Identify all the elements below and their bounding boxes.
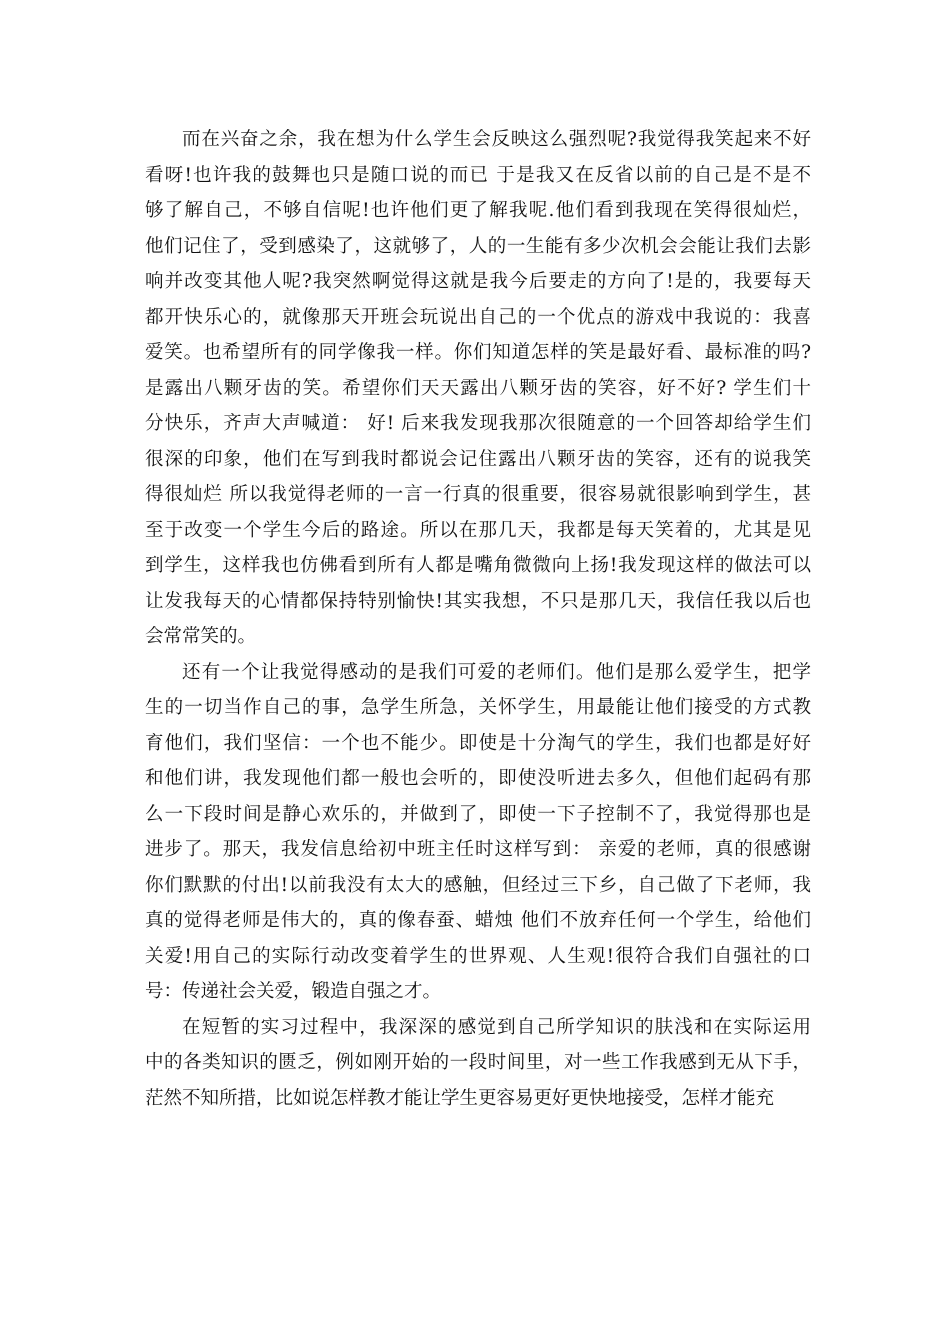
text-line: 真的觉得老师是伟大的，真的像春蚕、蜡烛 他们不放弃任何一个学生，给他们 <box>145 910 811 931</box>
text-line: 他们记住了，受到感染了，这就够了，人的一生能有多少次机会会能让我们去影 <box>145 235 811 257</box>
text-line: 么一下段时间是静心欢乐的，并做到了，即使一下子控制不了，我觉得那也是 <box>145 803 811 825</box>
text-line: 是露出八颗牙齿的笑。希望你们天天露出八颗牙齿的笑容，好不好? 学生们十 <box>145 377 811 399</box>
text-line: 在短暂的实习过程中，我深深的感觉到自己所学知识的肤浅和在实际运用 <box>182 1016 811 1038</box>
text-line: 至于改变一个学生今后的路途。所以在那几天，我都是每天笑着的，尤其是见 <box>145 519 811 541</box>
text-line: 分快乐，齐声大声喊道： 好! 后来我发现我那次很随意的一个回答却给学生们 <box>145 413 811 434</box>
text-line: 爱笑。也希望所有的同学像我一样。你们知道怎样的笑是最好看、最标准的吗? <box>145 342 811 363</box>
text-line: 进步了。那天，我发信息给初中班主任时这样写到： 亲爱的老师，真的很感谢 <box>145 839 811 860</box>
text-line: 得很灿烂 所以我觉得老师的一言一行真的很重要，很容易就很影响到学生，甚 <box>145 484 811 505</box>
text-line: 生的一切当作自己的事，急学生所急，关怀学生，用最能让他们接受的方式教 <box>145 697 811 718</box>
text-line: 中的各类知识的匮乏，例如刚开始的一段时间里，对一些工作我感到无从下手， <box>145 1052 811 1073</box>
text-line: 关爱!用自己的实际行动改变着学生的世界观、人生观!很符合我们自强社的口 <box>145 945 811 967</box>
text-line: 够了解自己，不够自信呢!也许他们更了解我呢.他们看到我现在笑得很灿烂， <box>145 200 811 221</box>
text-line: 让发我每天的心情都保持特别愉快!其实我想，不只是那几天，我信任我以后也 <box>145 590 811 612</box>
text-line: 和他们讲，我发现他们都一般也会听的，即使没听进去多久，但他们起码有那 <box>145 768 811 789</box>
text-line: 育他们，我们坚信：一个也不能少。即使是十分淘气的学生，我们也都是好好 <box>145 732 811 754</box>
text-line: 看呀!也许我的鼓舞也只是随口说的而已 于是我又在反省以前的自己是不是不 <box>145 164 811 186</box>
text-line: 而在兴奋之余，我在想为什么学生会反映这么强烈呢?我觉得我笑起来不好 <box>182 129 811 150</box>
paragraph-3 <box>145 1010 811 1117</box>
text-line: 还有一个让我觉得感动的是我们可爱的老师们。他们是那么爱学生，把学 <box>182 661 811 683</box>
paragraph-2 <box>145 655 811 1010</box>
text-line: 会常常笑的。 <box>145 626 257 647</box>
text-line: 你们默默的付出!以前我没有太大的感触，但经过三下乡，自己做了下老师，我 <box>145 874 811 896</box>
text-line: 号：传递社会关爱，锻造自强之才。 <box>145 981 442 1002</box>
text-line: 都开快乐心的，就像那天开班会玩说出自己的一个优点的游戏中我说的：我喜 <box>145 306 811 328</box>
document-body <box>145 122 811 1116</box>
text-line: 响并改变其他人呢?我突然啊觉得这就是我今后要走的方向了!是的，我要每天 <box>145 271 811 292</box>
text-line: 很深的印象，他们在写到我时都说会记住露出八颗牙齿的笑容，还有的说我笑 <box>145 448 811 470</box>
text-line: 茫然不知所措，比如说怎样教才能让学生更容易更好更快地接受，怎样才能充 <box>145 1087 775 1109</box>
text-line: 到学生，这样我也仿佛看到所有人都是嘴角微微向上扬!我发现这样的做法可以 <box>145 555 811 576</box>
paragraph-1 <box>145 122 811 655</box>
